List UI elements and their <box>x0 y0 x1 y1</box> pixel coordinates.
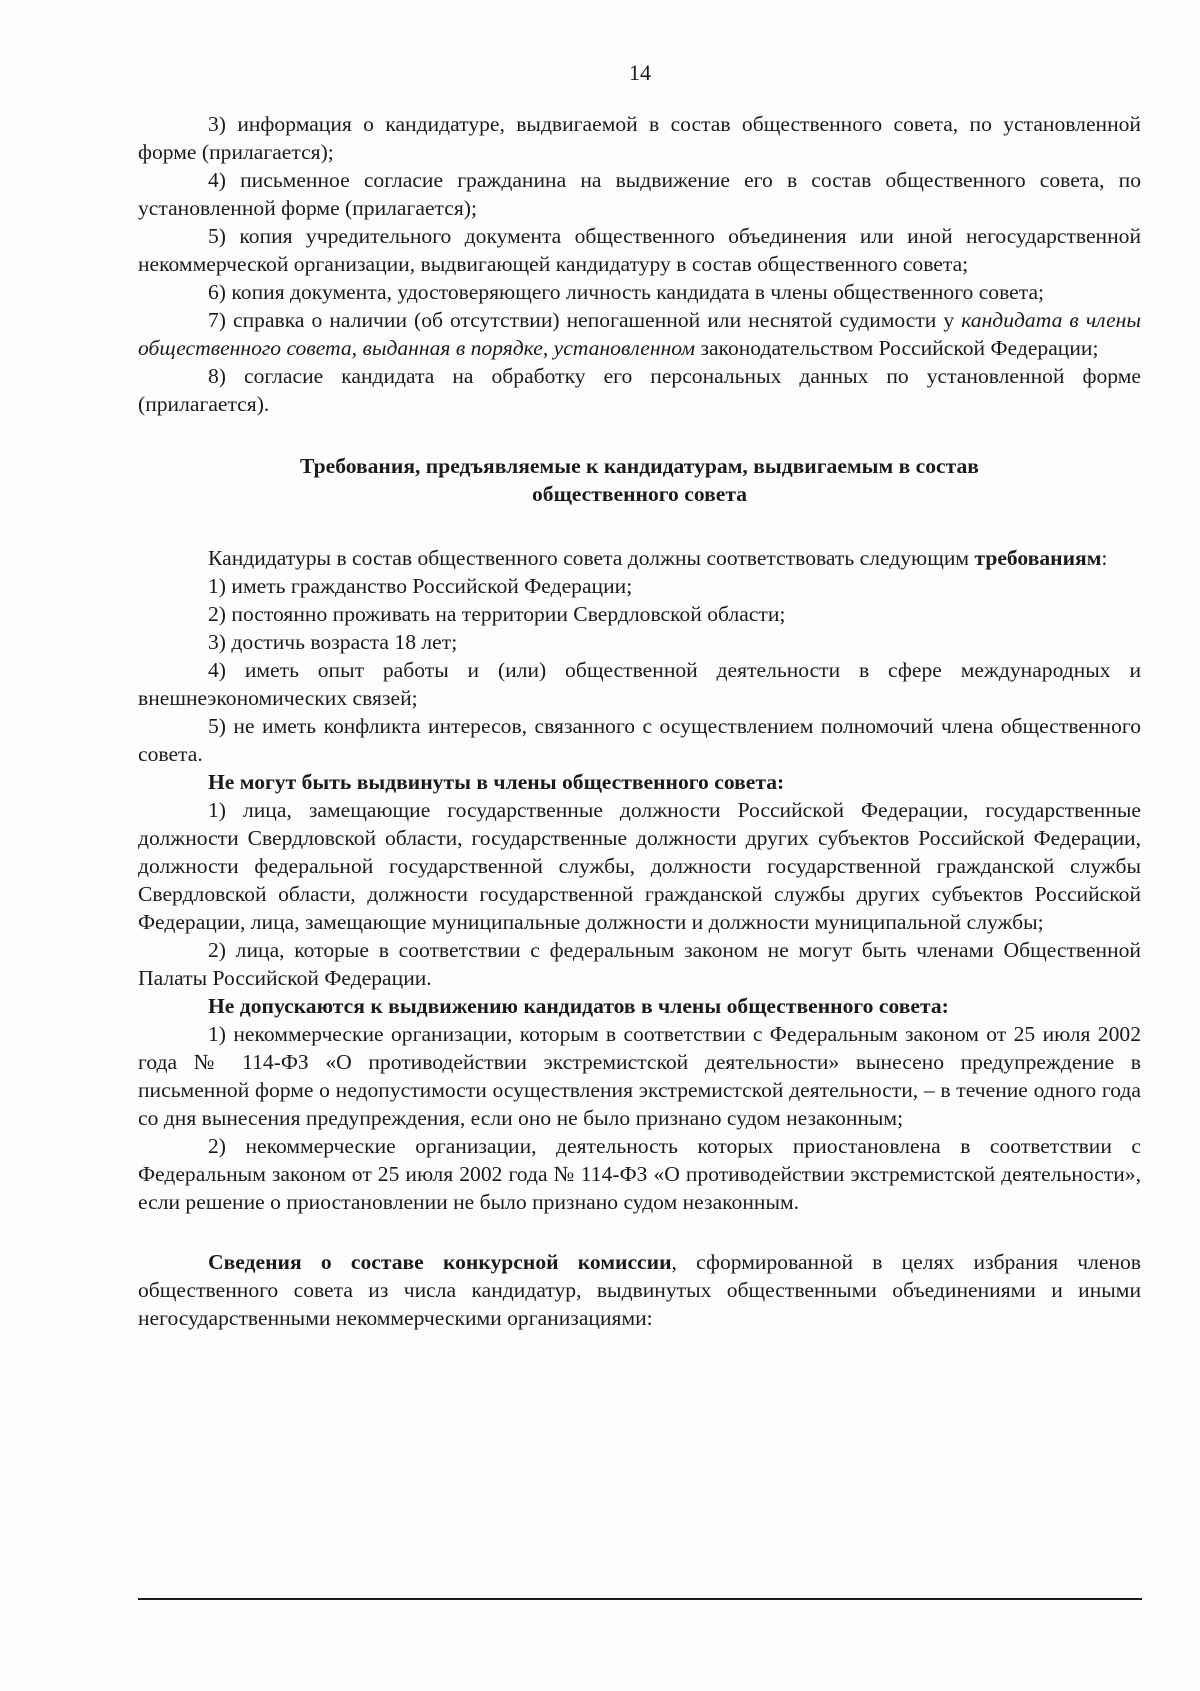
not-allowed-1: 1) некоммерческие организации, которым в соответствии с Федеральным законом от 25 июля 2002 года № 114-ФЗ «О противодействии экстремистской деятельности» вынесено предупреждение в письменной форме о недопустимости осуществления экстремистской деятельности, – в течение одного года со дня вынесения предупреждения, если оно не было признано судом незаконным; <box>138 1022 1141 1130</box>
list-item-7-start: 7) справка о наличии (об отсутствии) непогашенной или неснятой судимости у <box>208 308 962 332</box>
cannot-be-nominated-heading: Не могут быть выдвинуты в члены общественного совета: <box>208 770 785 794</box>
cannot-be-nominated-2: 2) лица, которые в соответствии с федеральным законом не могут быть членами Общественной Палаты Российской Федерации. <box>138 938 1141 990</box>
not-allowed-heading: Не допускаются к выдвижению кандидатов в члены общественного совета: <box>208 994 949 1018</box>
requirements-intro-bold: требованиям <box>974 546 1102 570</box>
cannot-be-nominated-1: 1) лица, замещающие государственные должности Российской Федерации, государственные должности Свердловской области, государственные должности других субъектов Российской Федерации, должности федеральной государственной службы, должности государственной гражданской службы Свердловской области, должности государственной гражданской службы других субъектов Российской Федерации, лица, замещающие муниципальные должности и должности муниципальной службы; <box>138 798 1141 934</box>
list-item-5: 5) копия учредительного документа общественного объединения или иной негосударственной некоммерческой организации, выдвигающей кандидатуру в состав общественного совета; <box>138 224 1141 276</box>
list-item-7-end: законодательством Российской Федерации; <box>695 336 1099 360</box>
requirements-intro-end: : <box>1101 546 1108 570</box>
requirement-1: 1) иметь гражданство Российской Федерации; <box>208 574 633 598</box>
list-item-4: 4) письменное согласие гражданина на выдвижение его в состав общественного совета, по установленной форме (прилагается); <box>138 168 1141 220</box>
requirements-intro <box>138 544 1141 572</box>
bottom-rule <box>138 1598 1142 1600</box>
list-item-7 <box>138 306 1141 362</box>
requirements-heading-line1: Требования, предъявляемые к кандидатурам, выдвигаемым в состав <box>300 454 979 478</box>
commission-info <box>138 1248 1141 1332</box>
document-body <box>138 110 1141 1332</box>
requirement-3: 3) достичь возраста 18 лет; <box>208 630 458 654</box>
requirement-2: 2) постоянно проживать на территории Свердловской области; <box>208 602 786 626</box>
requirements-heading <box>138 452 1141 508</box>
requirement-5: 5) не иметь конфликта интересов, связанного с осуществлением полномочий члена общественного совета. <box>138 714 1141 766</box>
list-item-6: 6) копия документа, удостоверяющего личность кандидата в члены общественного совета; <box>208 280 1045 304</box>
requirements-heading-line2: общественного совета <box>531 482 747 506</box>
list-item-3: 3) информация о кандидатуре, выдвигаемой в состав общественного совета, по установленной форме (прилагается); <box>138 112 1141 164</box>
requirements-intro-text: Кандидатуры в состав общественного совета должны соответствовать следующим <box>208 546 975 570</box>
commission-info-bold: Сведения о составе конкурсной комиссии <box>208 1250 672 1274</box>
not-allowed-2: 2) некоммерческие организации, деятельность которых приостановлена в соответствии с Федеральным законом от 25 июля 2002 года № 114-ФЗ «О противодействии экстремистской деятельности», если решение о приостановлении не было признано судом незаконным. <box>138 1134 1141 1214</box>
list-item-8: 8) согласие кандидата на обработку его персональных данных по установленной форме (прилагается). <box>138 364 1141 416</box>
requirement-4: 4) иметь опыт работы и (или) общественной деятельности в сфере международных и внешнеэкономических связей; <box>138 658 1141 710</box>
page-number: 14 <box>629 60 651 85</box>
commission-info-text: , сформированной в целях избрания членов общественного совета из числа кандидатур, выдвинутых общественными объединениями и иными негосударственными некоммерческими организациями: <box>138 1250 1142 1330</box>
list-item-7-italic: кандидата в члены общественного совета, выданная в порядке, установленном <box>138 308 1141 360</box>
